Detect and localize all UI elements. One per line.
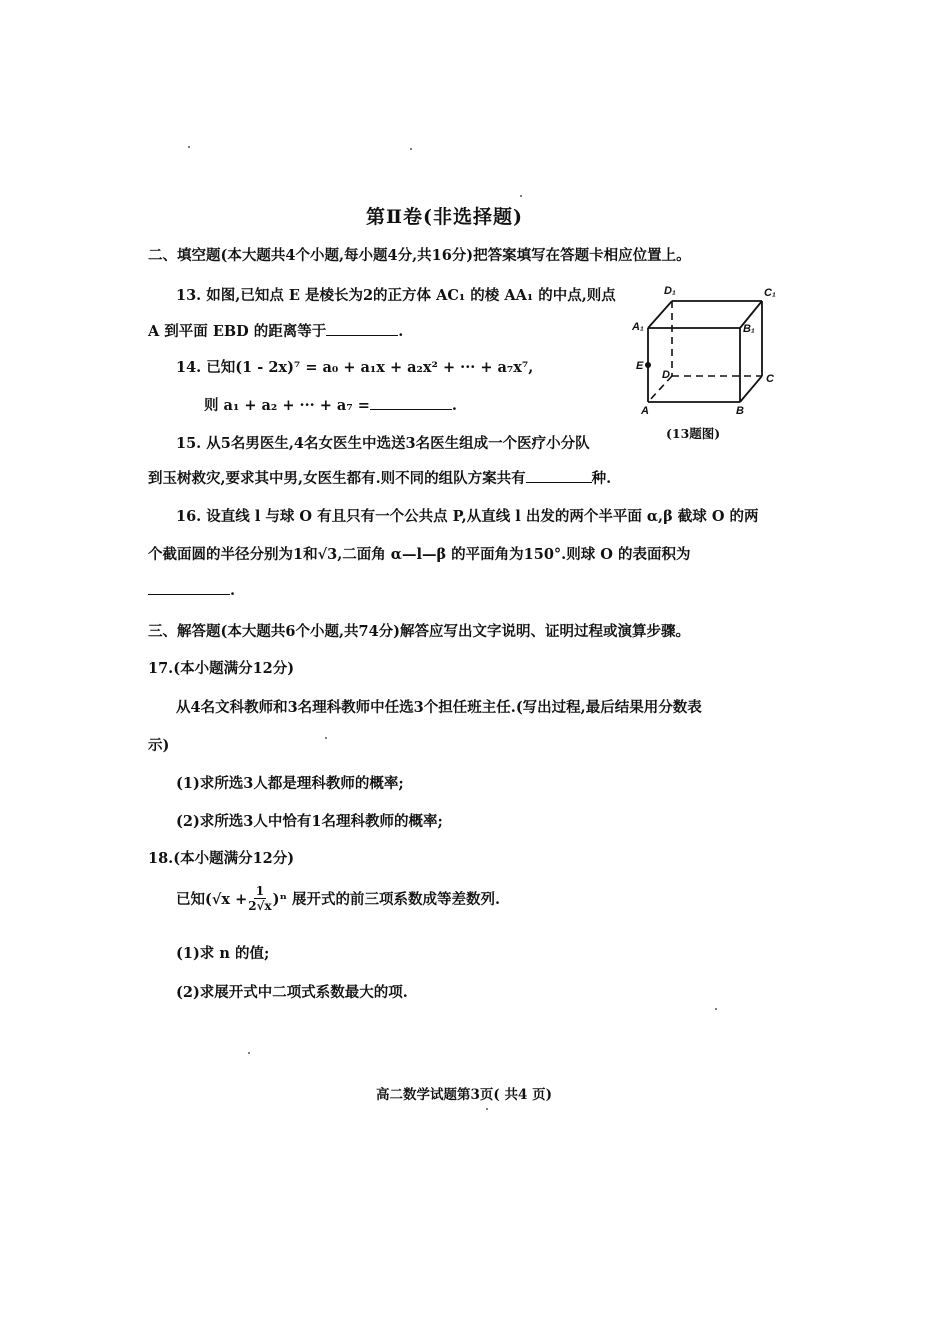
answer-blank xyxy=(148,580,230,595)
label-E: E xyxy=(636,360,644,372)
label-D: D xyxy=(662,369,670,381)
q16-line3 xyxy=(148,580,235,599)
q18-pre: 已知(√x + xyxy=(176,891,248,908)
period: . xyxy=(451,397,457,414)
q17-part1: (1)求所选3人都是理科教师的概率; xyxy=(176,775,404,792)
q15-text: 到玉树救灾,要求其中男,女医生都有.则不同的组队方案共有 xyxy=(148,470,526,487)
q13-line1: 13. 如图,已知点 E 是棱长为2的正方体 AC₁ 的棱 AA₁ 的中点,则点 xyxy=(176,287,616,304)
fraction-numerator: 1 xyxy=(255,884,265,898)
section2-heading: 二、填空题(本大题共4个小题,每小题4分,共16分)把答案填写在答题卡相应位置上。 xyxy=(148,247,691,264)
q15-line1: 15. 从5名男医生,4名女医生中选送3名医生组成一个医疗小分队 xyxy=(176,435,590,452)
q18-part1: (1)求 n 的值; xyxy=(176,945,270,962)
scan-speck xyxy=(520,195,522,197)
q15-suffix: 种. xyxy=(591,470,612,487)
scan-speck xyxy=(325,737,327,739)
fraction-denominator: 2√x xyxy=(248,899,272,913)
scan-speck xyxy=(248,1052,250,1054)
point-E xyxy=(645,362,651,368)
q15-line2 xyxy=(148,467,611,488)
period: . xyxy=(230,582,236,599)
page-footer: 高二数学试题第3页( 共4 页) xyxy=(376,1087,552,1103)
q14-line2 xyxy=(204,394,457,415)
label-D1: D₁ xyxy=(664,285,676,297)
scan-speck xyxy=(188,146,190,148)
edge-A1D1 xyxy=(648,301,672,328)
q17-line2: 示) xyxy=(148,737,170,754)
scan-speck xyxy=(410,148,412,150)
q14-line1: 14. 已知(1 - 2x)⁷ = a₀ + a₁x + a₂x² + ··· + a₇x⁷, xyxy=(176,359,534,376)
label-B: B xyxy=(736,405,744,417)
q18-part2: (2)求展开式中二项式系数最大的项. xyxy=(176,984,408,1001)
cube-figure xyxy=(628,280,788,445)
q17-title: 17.(本小题满分12分) xyxy=(148,660,295,677)
q16-line2: 个截面圆的半径分别为1和√3,二面角 α—l—β 的平面角为150°.则球 O 的表面积为 xyxy=(148,546,691,563)
period: . xyxy=(398,323,404,340)
scan-speck xyxy=(715,1008,717,1010)
answer-blank xyxy=(370,395,452,410)
answer-blank xyxy=(526,468,592,483)
scan-speck xyxy=(486,1108,488,1110)
fraction xyxy=(248,884,271,913)
answer-blank xyxy=(326,321,398,336)
q18-title: 18.(本小题满分12分) xyxy=(148,850,295,867)
q17-line1: 从4名文科教师和3名理科教师中任选3个担任班主任.(写出过程,最后结果用分数表 xyxy=(176,699,702,716)
label-C: C xyxy=(766,373,774,385)
figure-caption: (13题图) xyxy=(666,426,721,441)
label-C1: C₁ xyxy=(764,287,776,299)
label-B1: B₁ xyxy=(743,323,755,335)
q13-text: A 到平面 EBD 的距离等于 xyxy=(148,323,327,340)
q13-line2 xyxy=(148,320,403,341)
label-A1: A₁ xyxy=(632,321,644,333)
q14-text: 则 a₁ + a₂ + ··· + a₇ = xyxy=(204,397,370,414)
page-title: 第Ⅱ卷(非选择题) xyxy=(366,206,523,228)
label-A: A xyxy=(641,405,649,417)
section3-heading: 三、解答题(本大题共6个小题,共74分)解答应写出文字说明、证明过程或演算步骤。 xyxy=(148,623,691,640)
q18-post: )ⁿ 展开式的前三项系数成等差数列. xyxy=(272,891,501,908)
q16-line1: 16. 设直线 l 与球 O 有且只有一个公共点 P,从直线 l 出发的两个半平面 α,β 截球 O 的两 xyxy=(176,508,759,525)
q18-statement xyxy=(176,884,500,913)
q17-part2: (2)求所选3人中恰有1名理科教师的概率; xyxy=(176,813,443,830)
edge-CB xyxy=(740,376,762,402)
